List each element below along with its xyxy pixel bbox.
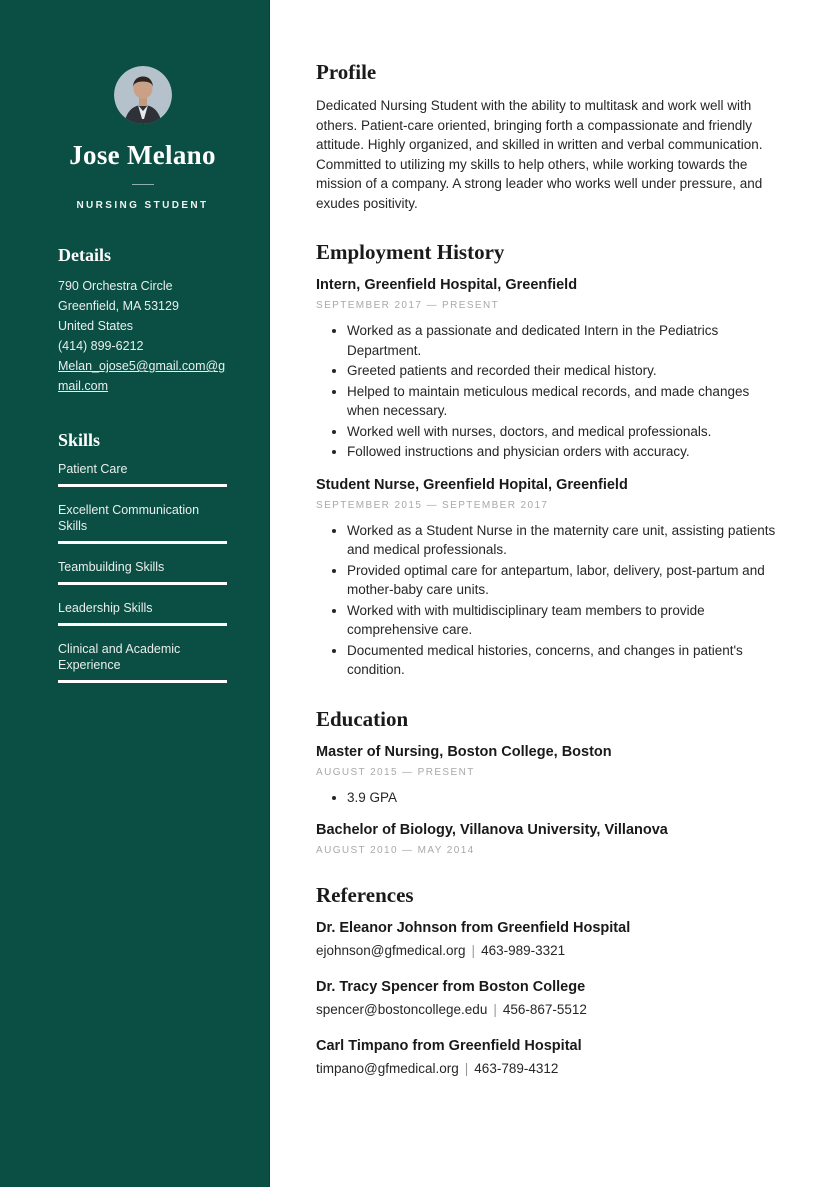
- degree-title: Bachelor of Biology, Villanova University, Villanova: [316, 822, 668, 838]
- name-divider: [132, 184, 154, 185]
- degree-title: Master of Nursing, Boston College, Boston: [316, 743, 612, 760]
- degree-dates: AUGUST 2015 — PRESENT: [316, 766, 475, 778]
- job-bullet: • Provided optimal care for antepartum, labor, delivery, post-partum and mother-baby care units.: [347, 561, 781, 600]
- reference-entry: [316, 1037, 781, 1079]
- skill-level-bar: [58, 541, 227, 544]
- skill-item: [58, 461, 227, 487]
- profile-section: [316, 60, 781, 213]
- references-heading: References: [316, 883, 414, 907]
- job-bullet: • Helped to maintain meticulous medical records, and made changes when necessary.: [347, 382, 781, 421]
- job-title: Student Nurse, Greenfield Hopital, Greenfield: [316, 476, 628, 493]
- skill-level-fill: [58, 680, 227, 683]
- job-bullet: • Worked as a Student Nurse in the maternity care unit, assisting patients and medical professionals.: [347, 521, 781, 560]
- contact-separator: |: [493, 1002, 497, 1017]
- skill-level-bar: [58, 484, 227, 487]
- employment-section: [316, 240, 781, 680]
- reference-contact: [316, 1058, 781, 1079]
- address-line-2: Greenfield, MA 53129: [58, 299, 179, 314]
- skill-label: Excellent Communication Skills: [58, 503, 200, 534]
- education-entry: [316, 821, 781, 856]
- skill-level-fill: [58, 582, 227, 585]
- skill-level-bar: [58, 680, 227, 683]
- job-bullet: • Worked well with nurses, doctors, and medical professionals.: [347, 422, 781, 442]
- resume-main: [270, 0, 840, 1187]
- job-bullet: • Worked with with multidisciplinary team members to provide comprehensive care.: [347, 601, 781, 640]
- job-bullet: • Documented medical histories, concerns, and changes in patient's condition.: [347, 641, 781, 680]
- details-section: [58, 245, 227, 396]
- reference-email: timpano@gfmedical.org: [316, 1061, 459, 1076]
- degree-bullet: • 3.9 GPA: [347, 788, 781, 808]
- sidebar: [0, 0, 270, 1187]
- details-heading: Details: [58, 245, 111, 266]
- skill-label: Patient Care: [58, 462, 128, 477]
- employment-heading: Employment History: [316, 240, 505, 264]
- reference-name: Dr. Eleanor Johnson from Greenfield Hospital: [316, 920, 631, 936]
- candidate-job-title: NURSING STUDENT: [76, 200, 209, 212]
- education-section: [316, 707, 781, 857]
- profile-heading: Profile: [316, 60, 377, 84]
- skill-item: [58, 641, 227, 683]
- reference-email: spencer@bostoncollege.edu: [316, 1002, 488, 1017]
- job-dates: SEPTEMBER 2017 — PRESENT: [316, 300, 500, 311]
- job-entry: [316, 276, 781, 462]
- job-bullet-list: [316, 321, 781, 462]
- job-bullet: • Worked as a passionate and dedicated Intern in the Pediatrics Department.: [347, 321, 781, 360]
- address-line-1: 790 Orchestra Circle: [58, 279, 173, 294]
- job-bullet: • Greeted patients and recorded their medical history.: [347, 361, 781, 381]
- reference-contact: [316, 940, 781, 961]
- education-entry: [316, 743, 781, 808]
- country: United States: [58, 319, 134, 334]
- person-avatar-image: [114, 66, 172, 124]
- skills-section: [58, 430, 227, 683]
- degree-bullet-list: [316, 788, 781, 808]
- reference-phone: 456-867-5512: [502, 1002, 587, 1017]
- skill-label: Teambuilding Skills: [58, 560, 165, 575]
- profile-text: Dedicated Nursing Student with the ability to multitask and work well with others. Patient-care oriented, bringing forth a compassionate and friendly attitude. Highly organized, and skilled in written and verbal communication. Committed to utilizing my skills to help others, while working towards the mission of a company. A strong leader who works well under pressure, and exudes positivity.: [316, 98, 763, 211]
- education-heading: Education: [316, 706, 409, 731]
- reference-name: Carl Timpano from Greenfield Hospital: [316, 1038, 582, 1054]
- skills-heading: Skills: [58, 430, 101, 451]
- reference-phone: 463-989-3321: [481, 943, 566, 958]
- skill-label: Clinical and Academic Experience: [58, 642, 181, 673]
- reference-entry: [316, 978, 781, 1020]
- skill-level-fill: [58, 484, 227, 487]
- job-title: Intern, Greenfield Hospital, Greenfield: [316, 277, 578, 293]
- references-section: [316, 883, 781, 1079]
- skill-label: Leadership Skills: [58, 601, 153, 616]
- candidate-name: Jose Melano: [69, 140, 216, 170]
- skill-level-fill: [58, 541, 227, 544]
- skill-item: [58, 502, 227, 544]
- contact-separator: |: [471, 943, 476, 958]
- job-bullet: • Followed instructions and physician orders with accuracy.: [347, 442, 781, 462]
- job-dates: SEPTEMBER 2015 — SEPTEMBER 2017: [316, 499, 549, 511]
- contact-separator: |: [464, 1061, 469, 1076]
- skill-level-bar: [58, 623, 227, 626]
- degree-dates: AUGUST 2010 — MAY 2014: [316, 845, 475, 856]
- reference-phone: 463-789-4312: [474, 1061, 559, 1076]
- reference-entry: [316, 919, 781, 961]
- job-bullet-list: [316, 521, 781, 680]
- reference-contact: [316, 999, 781, 1020]
- skill-level-bar: [58, 582, 227, 585]
- reference-email: ejohnson@gfmedical.org: [316, 943, 466, 958]
- skill-level-fill: [58, 623, 227, 626]
- job-entry: [316, 476, 781, 680]
- skill-item: [58, 600, 227, 626]
- profile-photo: [114, 66, 172, 124]
- reference-name: Dr. Tracy Spencer from Boston College: [316, 979, 586, 995]
- skill-item: [58, 559, 227, 585]
- email-link[interactable]: Melan_ojose5@gmail.com@gmail.com: [58, 359, 226, 394]
- phone-number: (414) 899-6212: [58, 339, 144, 354]
